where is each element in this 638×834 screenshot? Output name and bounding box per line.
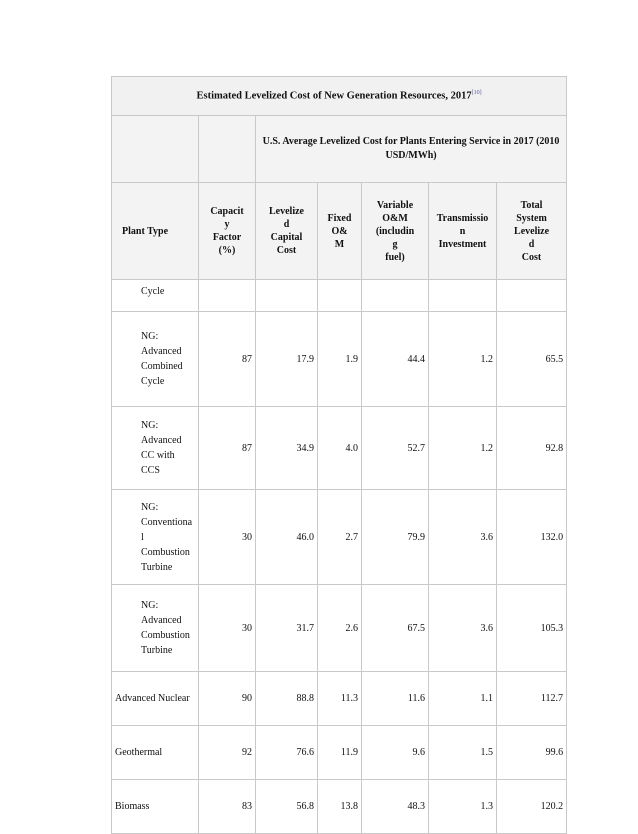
levelized-capital-cell: 56.8: [256, 780, 318, 834]
capacity-factor-cell: 90: [199, 672, 256, 726]
header-fixed-om: [318, 183, 362, 280]
levelized-capital-cell: [256, 280, 318, 312]
variable-om-cell: 52.7: [362, 407, 429, 490]
variable-om-cell: 67.5: [362, 585, 429, 672]
citation-link[interactable]: [10]: [471, 90, 482, 97]
plant-type-label: Geothermal: [115, 747, 163, 758]
capacity-factor-cell: [199, 280, 256, 312]
plant-type-label: Advanced: [141, 435, 182, 446]
group-header-blank: [199, 116, 256, 183]
levelized-capital-cell: 88.8: [256, 672, 318, 726]
transmission-cell: 1.5: [429, 726, 497, 780]
fixed-om-cell: 13.8: [318, 780, 362, 834]
capacity-factor-cell: 87: [199, 312, 256, 407]
plant-type-label: NG:: [141, 600, 159, 611]
header-line: Levelize: [269, 206, 304, 217]
plant-type-label: Turbine: [141, 561, 173, 573]
table-caption-text: Estimated Levelized Cost of New Generation Resources, 2017: [196, 90, 472, 102]
plant-type-label: Turbine: [141, 645, 173, 656]
header-plant-type: Plant Type: [112, 183, 199, 280]
table-row: [112, 312, 567, 407]
table-row: [112, 672, 567, 726]
header-line: Investment: [438, 238, 487, 250]
header-line: Transmissio: [436, 212, 489, 224]
header-variable-om: [362, 183, 429, 280]
header-line: Total: [520, 199, 543, 211]
capacity-factor-cell: 83: [199, 780, 256, 834]
total-cost-cell: 105.3: [497, 585, 567, 672]
fixed-om-cell: 1.9: [318, 312, 362, 407]
fixed-om-cell: 2.6: [318, 585, 362, 672]
fixed-om-cell: 4.0: [318, 407, 362, 490]
group-header: U.S. Average Levelized Cost for Plants Entering Service in 2017 (2010 USD/MWh): [256, 116, 567, 183]
header-line: System: [516, 212, 547, 224]
fixed-om-cell: 11.9: [318, 726, 362, 780]
plant-type-label: Combustion: [141, 630, 190, 641]
plant-type-label: Combustion: [141, 546, 190, 558]
plant-type-cell: [112, 490, 199, 585]
capacity-factor-cell: 30: [199, 585, 256, 672]
header-line: Levelize: [514, 225, 550, 237]
header-line: M: [334, 238, 345, 250]
plant-type-label: NG:: [141, 420, 159, 431]
levelized-capital-cell: 46.0: [256, 490, 318, 585]
header-line: d: [283, 219, 290, 230]
plant-type-label: CC with: [141, 450, 175, 461]
total-cost-cell: 92.8: [497, 407, 567, 490]
plant-type-label: Advanced: [141, 346, 182, 357]
header-line: y: [224, 219, 230, 230]
plant-type-label: Combined: [141, 361, 183, 372]
total-cost-cell: 99.6: [497, 726, 567, 780]
levelized-capital-cell: 34.9: [256, 407, 318, 490]
total-cost-cell: 112.7: [497, 672, 567, 726]
fixed-om-cell: [318, 280, 362, 312]
plant-type-cell: [112, 726, 199, 780]
header-line: Fixed: [327, 212, 352, 224]
plant-type-cell: [112, 407, 199, 490]
header-transmission: [429, 183, 497, 280]
table-caption-row: [112, 77, 567, 116]
levelized-capital-cell: 17.9: [256, 312, 318, 407]
plant-type-cell: [112, 312, 199, 407]
plant-type-label: l: [141, 531, 144, 543]
table-row: [112, 407, 567, 490]
variable-om-cell: 79.9: [362, 490, 429, 585]
transmission-cell: 1.2: [429, 312, 497, 407]
header-line: n: [459, 225, 466, 237]
capacity-factor-cell: 30: [199, 490, 256, 585]
plant-type-label: Cycle: [141, 286, 165, 297]
plant-type-label: Advanced: [141, 615, 182, 626]
variable-om-cell: 48.3: [362, 780, 429, 834]
transmission-cell: 3.6: [429, 585, 497, 672]
header-line: Variable: [376, 199, 414, 211]
table-row: [112, 585, 567, 672]
capacity-factor-cell: 87: [199, 407, 256, 490]
header-line: g: [392, 238, 398, 250]
plant-type-cell: [112, 280, 199, 312]
levelized-cost-table: [111, 76, 567, 834]
cost-table-container: [111, 76, 566, 834]
plant-type-label: Cycle: [141, 376, 165, 387]
header-line: Capital: [270, 232, 303, 243]
plant-type-label: NG:: [141, 501, 159, 513]
transmission-cell: 1.2: [429, 407, 497, 490]
plant-type-label: Conventiona: [141, 516, 193, 528]
column-header-row: [112, 183, 567, 280]
header-line: O&: [331, 225, 348, 237]
header-line: (includin: [375, 225, 415, 237]
table-row: [112, 726, 567, 780]
table-caption: [112, 77, 567, 116]
header-total-cost: [497, 183, 567, 280]
plant-type-cell: [112, 780, 199, 834]
header-line: O&M: [382, 212, 408, 224]
transmission-cell: 3.6: [429, 490, 497, 585]
header-levelized-capital: [256, 183, 318, 280]
header-capacity-factor: [199, 183, 256, 280]
transmission-cell: 1.3: [429, 780, 497, 834]
header-line: Factor: [212, 232, 242, 243]
capacity-factor-cell: 92: [199, 726, 256, 780]
plant-type-label: NG:: [141, 331, 159, 342]
table-row: [112, 280, 567, 312]
plant-type-label: Advanced Nuclear: [115, 693, 190, 704]
table-body: [112, 280, 567, 834]
transmission-cell: 1.1: [429, 672, 497, 726]
plant-type-label: Biomass: [115, 801, 150, 812]
header-line: (%): [218, 245, 236, 256]
header-line: d: [528, 238, 535, 250]
variable-om-cell: [362, 280, 429, 312]
levelized-capital-cell: 76.6: [256, 726, 318, 780]
variable-om-cell: 9.6: [362, 726, 429, 780]
group-header-row: [112, 116, 567, 183]
variable-om-cell: 11.6: [362, 672, 429, 726]
header-line: Cost: [521, 251, 542, 263]
table-row: [112, 780, 567, 834]
header-line: fuel): [385, 251, 405, 263]
header-line: Cost: [276, 245, 297, 256]
transmission-cell: [429, 280, 497, 312]
group-header-blank: [112, 116, 199, 183]
total-cost-cell: 120.2: [497, 780, 567, 834]
variable-om-cell: 44.4: [362, 312, 429, 407]
table-row: [112, 490, 567, 585]
plant-type-label: CCS: [141, 465, 160, 476]
plant-type-cell: [112, 672, 199, 726]
header-line: Capacit: [210, 206, 244, 217]
fixed-om-cell: 11.3: [318, 672, 362, 726]
levelized-capital-cell: 31.7: [256, 585, 318, 672]
total-cost-cell: 132.0: [497, 490, 567, 585]
plant-type-cell: [112, 585, 199, 672]
total-cost-cell: [497, 280, 567, 312]
total-cost-cell: 65.5: [497, 312, 567, 407]
fixed-om-cell: 2.7: [318, 490, 362, 585]
